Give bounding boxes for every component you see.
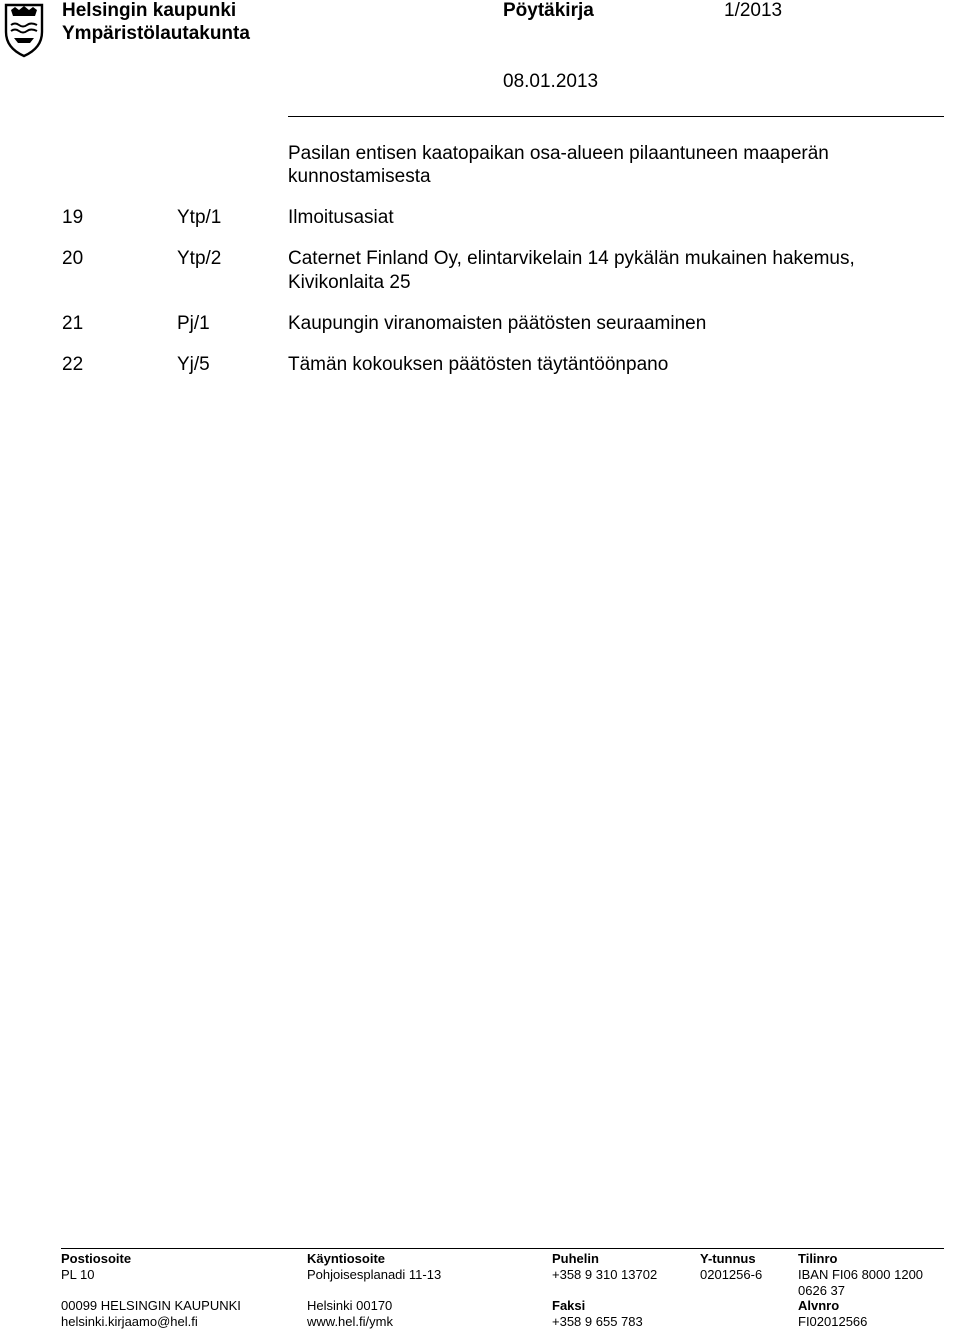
helsinki-crest-logo (2, 2, 46, 58)
phone-number: +358 9 310 13702 (552, 1267, 658, 1282)
document-number: 1/2013 (724, 0, 783, 21)
vat-number: FI02012566 (798, 1314, 868, 1329)
agenda-code: Pj/1 (177, 313, 210, 334)
visiting-city-line: Helsinki 00170 (307, 1298, 393, 1313)
visiting-address-line: Pohjoisesplanadi 11-13 (307, 1267, 442, 1282)
agenda-title: Kaupungin viranomaisten päätösten seuraaminen (288, 313, 707, 334)
iban-line-continued: 0626 37 (798, 1283, 845, 1298)
website-address: www.hel.fi/ymk (307, 1314, 393, 1329)
fax-label: Faksi (552, 1298, 586, 1313)
postal-address-label: Postiosoite (61, 1251, 132, 1266)
postal-city-line: 00099 HELSINGIN KAUPUNKI (61, 1298, 241, 1313)
iban-line: IBAN FI06 8000 1200 (798, 1267, 924, 1282)
agenda-number: 20 (62, 248, 84, 269)
agenda-number: 21 (62, 313, 84, 334)
header-divider (288, 116, 944, 117)
agenda-code: Ytp/1 (177, 207, 222, 228)
agenda-title: Pasilan entisen kaatopaikan osa-alueen pilaantuneen maaperän (288, 143, 829, 164)
agenda-code: Yj/5 (177, 354, 210, 375)
agenda-code: Ytp/2 (177, 248, 222, 269)
agenda-title: Caternet Finland Oy, elintarvikelain 14 pykälän mukainen hakemus, (288, 248, 855, 269)
agenda-title: Ilmoitusasiat (288, 207, 394, 228)
agenda-title: Tämän kokouksen päätösten täytäntöönpano (288, 354, 669, 375)
phone-label: Puhelin (552, 1251, 599, 1266)
document-type: Pöytäkirja (503, 0, 594, 21)
city-name: Helsingin kaupunki (62, 0, 237, 21)
vat-label: Alvnro (798, 1298, 840, 1313)
agenda-title-continued: Kivikonlaita 25 (288, 272, 411, 293)
agenda-number: 22 (62, 354, 84, 375)
agenda-title-continued: kunnostamisesta (288, 166, 431, 187)
email-address: helsinki.kirjaamo@hel.fi (61, 1314, 198, 1329)
board-name: Ympäristölautakunta (62, 23, 250, 44)
fax-number: +358 9 655 783 (552, 1314, 643, 1329)
business-id-label: Y-tunnus (700, 1251, 756, 1266)
account-label: Tilinro (798, 1251, 838, 1266)
business-id-value: 0201256-6 (700, 1267, 763, 1282)
agenda-number: 19 (62, 207, 84, 228)
visiting-address-label: Käyntiosoite (307, 1251, 386, 1266)
footer-divider (61, 1248, 944, 1249)
postal-address-line: PL 10 (61, 1267, 95, 1282)
meeting-date: 08.01.2013 (503, 71, 599, 92)
